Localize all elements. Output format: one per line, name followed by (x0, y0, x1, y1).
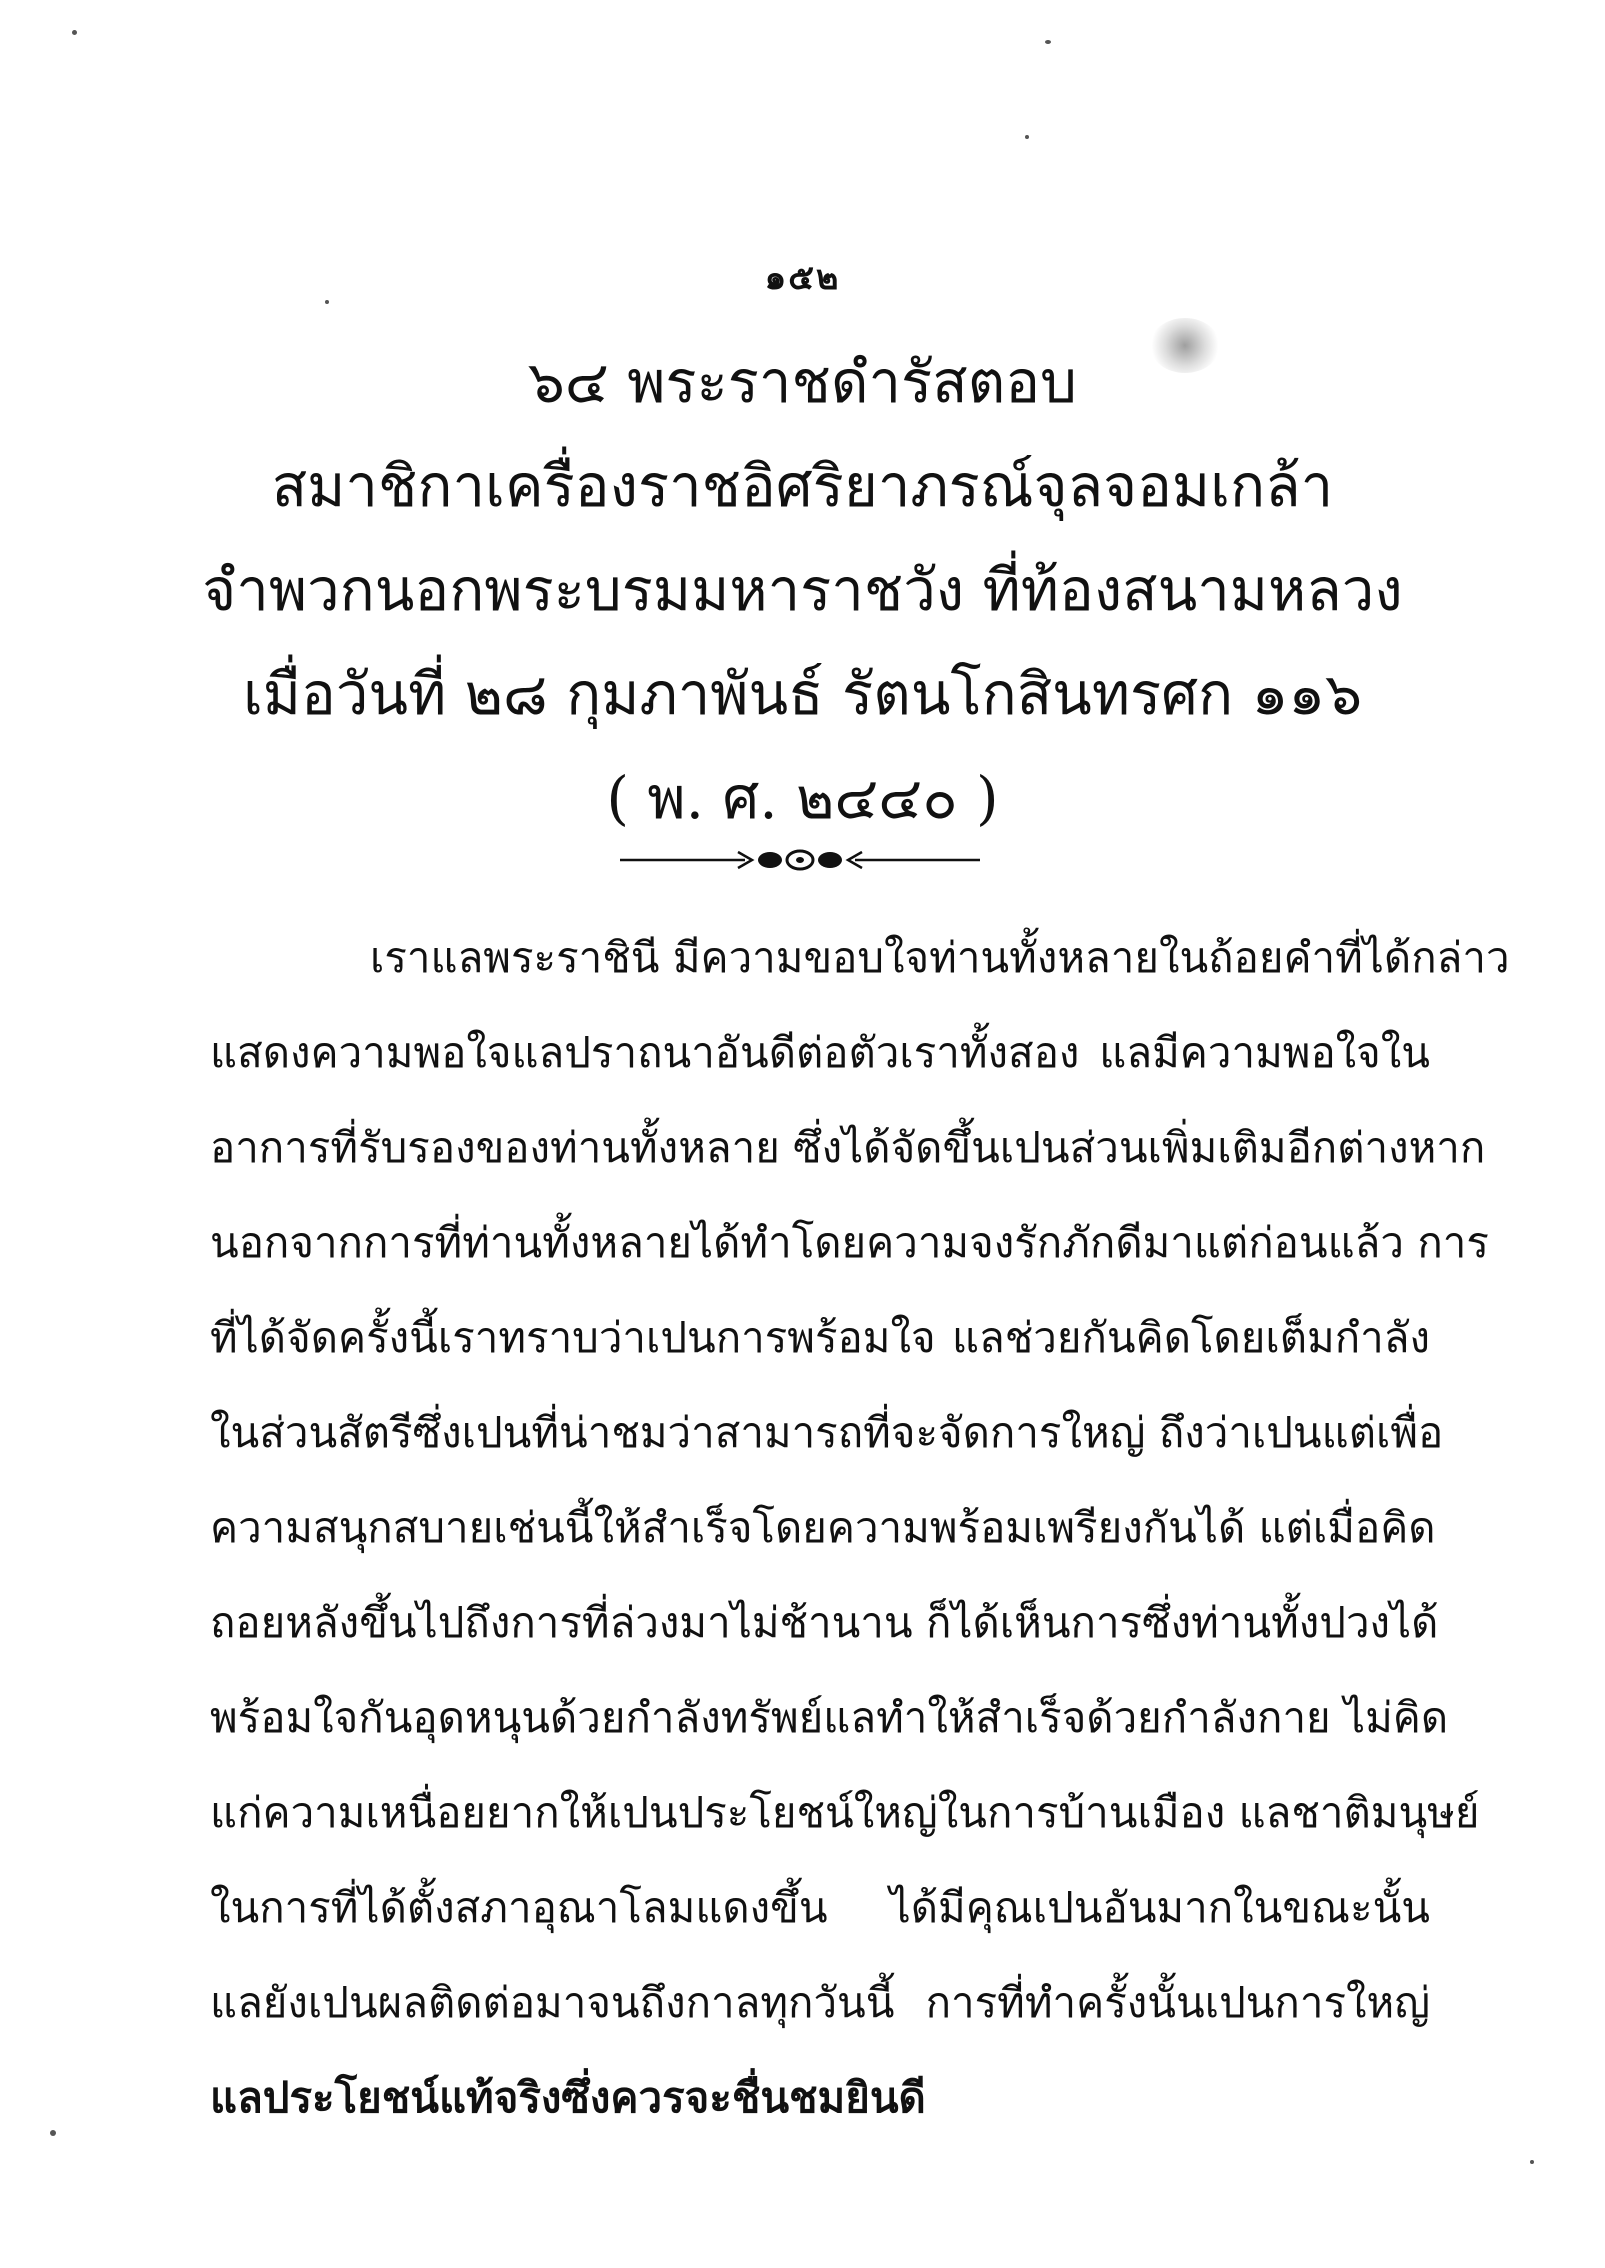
dust-speck (1045, 40, 1051, 44)
body-line: ที่ได้จัดครั้งนี้เราทราบว่าเปนการพร้อมใจ แลช่วยกันคิดโดยเต็มกำลัง (210, 1313, 1430, 1362)
body-line: ถอยหลังขึ้นไปถึงการที่ล่วงมาไม่ช้านาน ก็ได้เห็นการซึ่งท่านทั้งปวงได้ (210, 1598, 1439, 1647)
title-subject: สมาชิกาเครื่องราชอิศริยาภรณ์จุลจอมเกล้า (271, 452, 1334, 520)
body-line: นอกจากการที่ท่านทั้งหลายได้ทำโดยความจงรักภักดีมาแต่ก่อนแล้ว การ (210, 1218, 1489, 1267)
page-number: ๑๕๒ (764, 258, 841, 298)
dust-speck (50, 2130, 56, 2136)
body-line: แลยังเปนผลติดต่อมาจนถึงกาลทุกวันนี้ การที่ทำครั้งนั้นเปนการใหญ่ (210, 1978, 1430, 2027)
ornamental-divider (620, 840, 980, 880)
title-audience: จำพวกนอกพระบรมมหาราชวัง ที่ท้องสนามหลวง (202, 556, 1403, 624)
speech-body (210, 910, 1510, 2145)
title-block (0, 330, 1605, 850)
body-line: อาการที่รับรองของท่านทั้งหลาย ซึ่งได้จัดขึ้นเปนส่วนเพิ่มเติมอีกต่างหาก (210, 1123, 1486, 1172)
body-line: ในส่วนสัตรีซึ่งเปนที่น่าชมว่าสามารถที่จะจัดการใหญ่ ถึงว่าเปนแต่เพื่อ (210, 1408, 1444, 1457)
body-line: พร้อมใจกันอุดหนุนด้วยกำลังทรัพย์แลทำให้สำเร็จด้วยกำลังกาย ไม่คิด (210, 1693, 1449, 1742)
body-line: ในการที่ได้ตั้งสภาอุณาโลมแดงขึ้น ได้มีคุณเปนอันมากในขณะนั้น (210, 1883, 1430, 1932)
dust-speck (72, 30, 77, 35)
title-year: ( พ. ศ. ๒๔๔๐ ) (606, 764, 999, 832)
dust-speck (1025, 135, 1029, 139)
body-line: ความสนุกสบายเช่นนี้ให้สำเร็จโดยความพร้อมเพรียงกันได้ แต่เมื่อคิด (210, 1503, 1436, 1552)
body-line: เราแลพระราชินี มีความขอบใจท่านทั้งหลายในถ้อยคำที่ได้กล่าว (370, 933, 1510, 982)
body-line: แสดงความพอใจแลปราถนาอันดีต่อตัวเราทั้งสอง แลมีความพอใจใน (210, 1028, 1430, 1077)
body-line: แก่ความเหนื่อยยากให้เปนประโยชน์ใหญ่ในการบ้านเมือง แลชาติมนุษย์ (210, 1788, 1480, 1837)
dust-speck (1530, 2160, 1534, 2164)
body-line: แลประโยชน์แท้จริงซึ่งควรจะชื่นชมยินดี (210, 2073, 926, 2122)
title-heading: ๖๔ พระราชดำรัสตอบ (528, 348, 1077, 416)
title-date: เมื่อวันที่ ๒๘ กุมภาพันธ์ รัตนโกสินทรศก ๑๑๖ (242, 660, 1363, 728)
